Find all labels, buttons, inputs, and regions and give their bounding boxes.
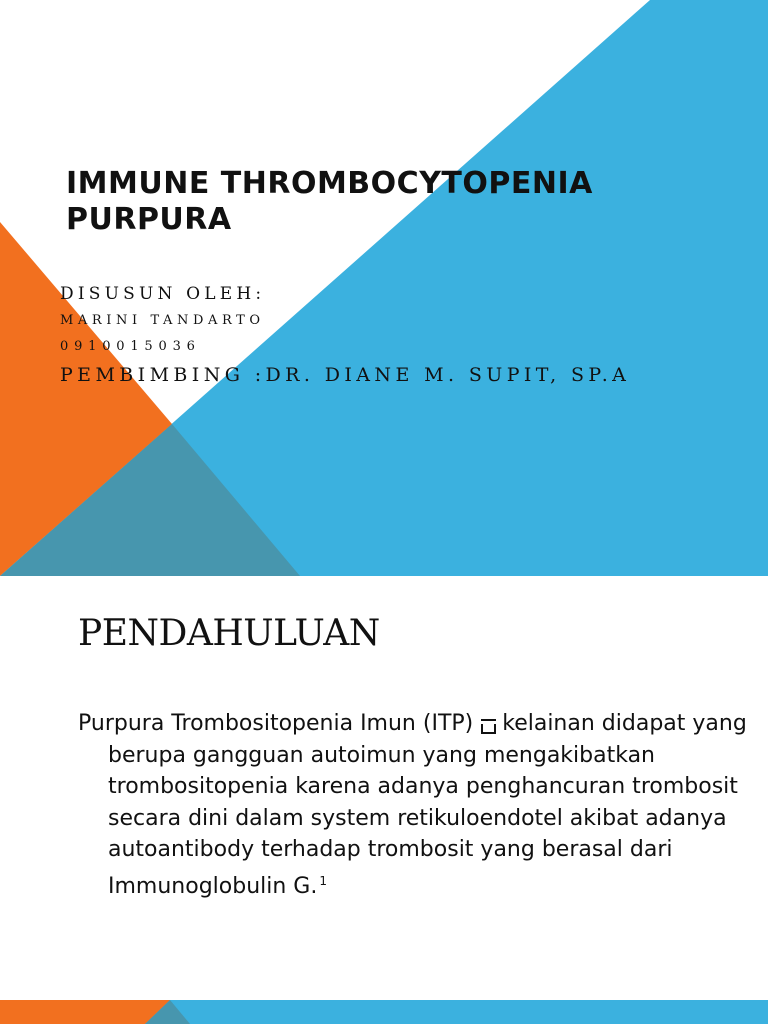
definition-symbol-icon bbox=[481, 724, 496, 734]
title-line-2: PURPURA bbox=[66, 202, 232, 237]
advisor-line: PEMBIMBING :DR. DIANE M. SUPIT, SP.A bbox=[60, 364, 631, 386]
content-slide bbox=[0, 576, 768, 1024]
title-line-1: IMMUNE THROMBOCYTOPENIA bbox=[66, 166, 593, 201]
author-label: DISUSUN OLEH: bbox=[60, 284, 266, 304]
content-slide-bottom-band bbox=[0, 1000, 768, 1024]
section-heading: PENDAHULUAN bbox=[78, 613, 380, 654]
author-name: MARINI TANDARTO bbox=[60, 313, 265, 328]
presentation-title bbox=[66, 166, 593, 238]
body-paragraph bbox=[78, 708, 758, 902]
orange-band-shape bbox=[0, 1000, 170, 1024]
paragraph-text-rest: kelainan didapat yang berupa gangguan autoimun yang mengakibatkan trombositopenia karena adanya penghancuran trombosit secara dini dalam system retikuloendotel akibat adanya autoantibody terhadap trombosit yang berasal dari Immunoglobulin G. bbox=[108, 711, 747, 899]
paragraph-text-start: Purpura Trombositopenia Imun (ITP) bbox=[78, 711, 474, 736]
author-id: 0910015036 bbox=[60, 339, 201, 354]
citation-number: 1 bbox=[319, 873, 327, 888]
